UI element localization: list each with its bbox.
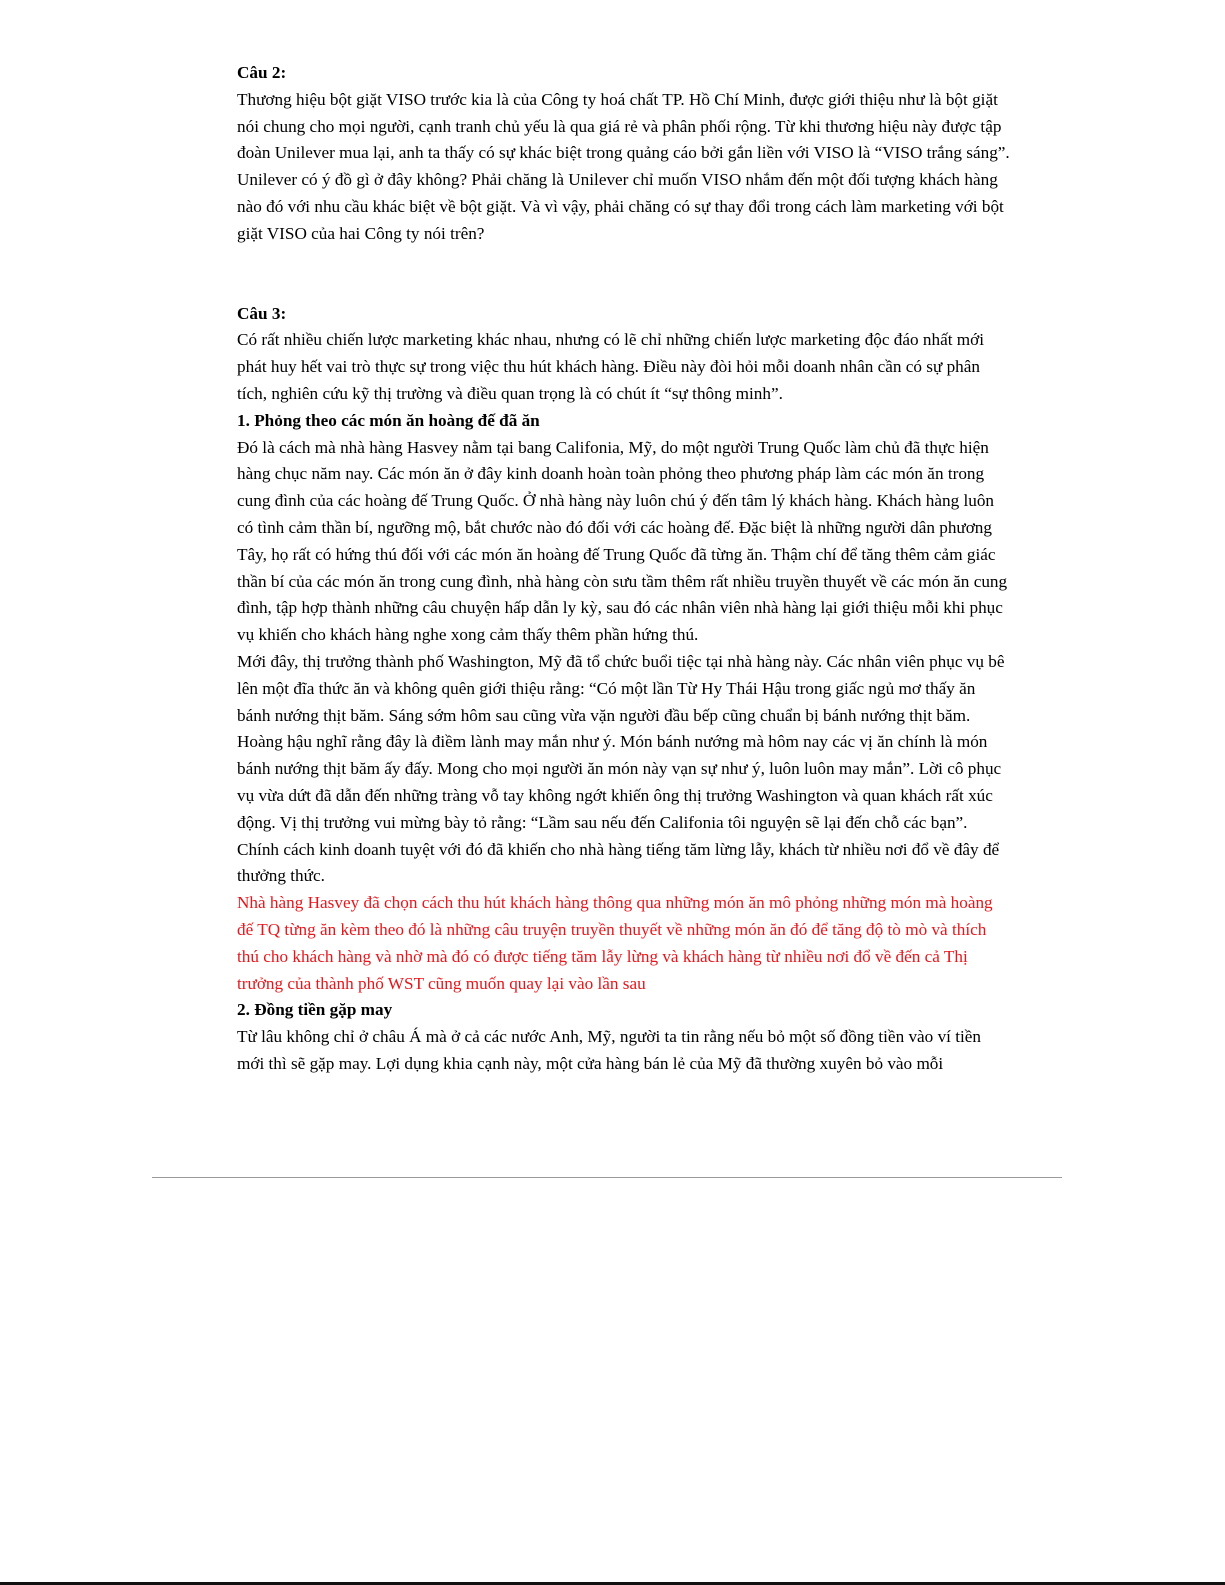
question-2-body: Thương hiệu bột giặt VISO trước kia là của Công ty hoá chất TP. Hồ Chí Minh, được giới thiệu như là bột giặt nói chung cho mọi người, cạnh tranh chủ yếu là qua giá rẻ và phân phối rộng. Từ khi thương hiệu này được tập đoàn Unilever mua lại, anh ta thấy có sự khác biệt trong quảng cáo bởi gắn liền với VISO là “VISO trắng sáng”. Unilever có ý đồ gì ở đây không? Phải chăng là Unilever chỉ muốn VISO nhắm đến một đối tượng khách hàng nào đó với nhu cầu khác biệt về bột giặt. Và vì vậy, phải chăng có sự thay đổi trong cách làm marketing với bột giặt VISO của hai Công ty nói trên? [237,89,1010,243]
question-2-heading: Câu 2: [237,63,287,82]
section-1-paragraph-1: Đó là cách mà nhà hàng Hasvey nằm tại bang Califonia, Mỹ, do một người Trung Quốc làm chủ đã thực hiện hàng chục năm nay. Các món ăn ở đây kinh doanh hoàn toàn phỏng theo phương pháp làm các món ăn trong cung đình của các hoàng đế Trung Quốc. Ở nhà hàng này luôn chú ý đến tâm lý khách hàng. Khách hàng luôn có tình cảm thần bí, ngưỡng mộ, bắt chước nào đó đối với các hoàng đế. Đặc biệt là những người dân phương Tây, họ rất có hứng thú đối với các món ăn hoàng đế Trung Quốc đã từng ăn. Thậm chí để tăng thêm cảm giác thần bí của các món ăn trong cung đình, nhà hàng còn sưu tầm thêm rất nhiều truyền thuyết về các món ăn cung đình, tập hợp thành những câu chuyện hấp dẫn ly kỳ, sau đó các nhân viên nhà hàng lại giới thiệu mỗi khi phục vụ khiến cho khách hàng nghe xong cảm thấy thêm phần hứng thú. [237,437,1008,645]
page-break-divider [152,1177,1062,1178]
section-2-heading: 2. Đồng tiền gặp may [237,1000,393,1020]
section-1-answer: Nhà hàng Hasvey đã chọn cách thu hút khách hàng thông qua những món ăn mô phỏng những món mà hoàng đế TQ từng ăn kèm theo đó là những câu truyện truyền thuyết về những món ăn đó để tăng độ tò mò và thích thú cho khách hàng và nhờ mà đó có được tiếng tăm lẫy lừng và khách hàng từ nhiều nơi đổ về đến cả Thị trưởng của thành phố WST cũng muốn quay lại vào lần sau [237,893,993,993]
section-2-paragraph-1: Từ lâu không chỉ ở châu Á mà ở cả các nước Anh, Mỹ, người ta tin rằng nếu bỏ một số đồng tiền vào ví tiền mới thì sẽ gặp may. Lợi dụng khia cạnh này, một cửa hàng bán lẻ của Mỹ đã thường xuyên bỏ vào mỗi [237,1027,982,1073]
section-1-heading: 1. Phỏng theo các món ăn hoàng đế đã ăn [237,410,540,430]
section-1-paragraph-3: Chính cách kinh doanh tuyệt với đó đã khiến cho nhà hàng tiếng tăm lừng lẫy, khách từ nhiều nơi đổ về đây để thưởng thức. [237,839,1000,886]
document-page [237,60,1012,1078]
section-spacer [237,248,1012,301]
section-1-paragraph-2: Mới đây, thị trưởng thành phố Washington, Mỹ đã tổ chức buổi tiệc tại nhà hàng này. Các nhân viên phục vụ bê lên một đĩa thức ăn và không quên giới thiệu rằng: “Có một lần Từ Hy Thái Hậu trong giấc ngủ mơ thấy ăn bánh nướng thịt băm. Sáng sớm hôm sau cũng vừa vặn người đầu bếp cũng chuẩn bị bánh nướng thịt băm. Hoàng hậu nghĩ rằng đây là điềm lành may mắn như ý. Món bánh nướng mà hôm nay các vị ăn chính là món bánh nướng thịt băm ấy đấy. Mong cho mọi người ăn món này vạn sự như ý, luôn luôn may mắn”. Lời cô phục vụ vừa dứt đã dẫn đến những tràng vỗ tay không ngớt khiến ông thị trưởng Washington và quan khách rất xúc động. Vị thị trưởng vui mừng bày tỏ rằng: “Lầm sau nếu đến Califonia tôi nguyện sẽ lại đến chỗ các bạn”. [237,651,1005,832]
question-3-heading: Câu 3: [237,303,287,323]
question-3-intro: Có rất nhiều chiến lược marketing khác nhau, nhưng có lẽ chỉ những chiến lược marketing độc đáo nhất mới phát huy hết vai trò thực sự trong việc thu hút khách hàng. Điều này đòi hỏi mỗi doanh nhân cần có sự phân tích, nghiên cứu kỹ thị trường và điều quan trọng là có chút ít “sự thông minh”. [237,330,985,403]
